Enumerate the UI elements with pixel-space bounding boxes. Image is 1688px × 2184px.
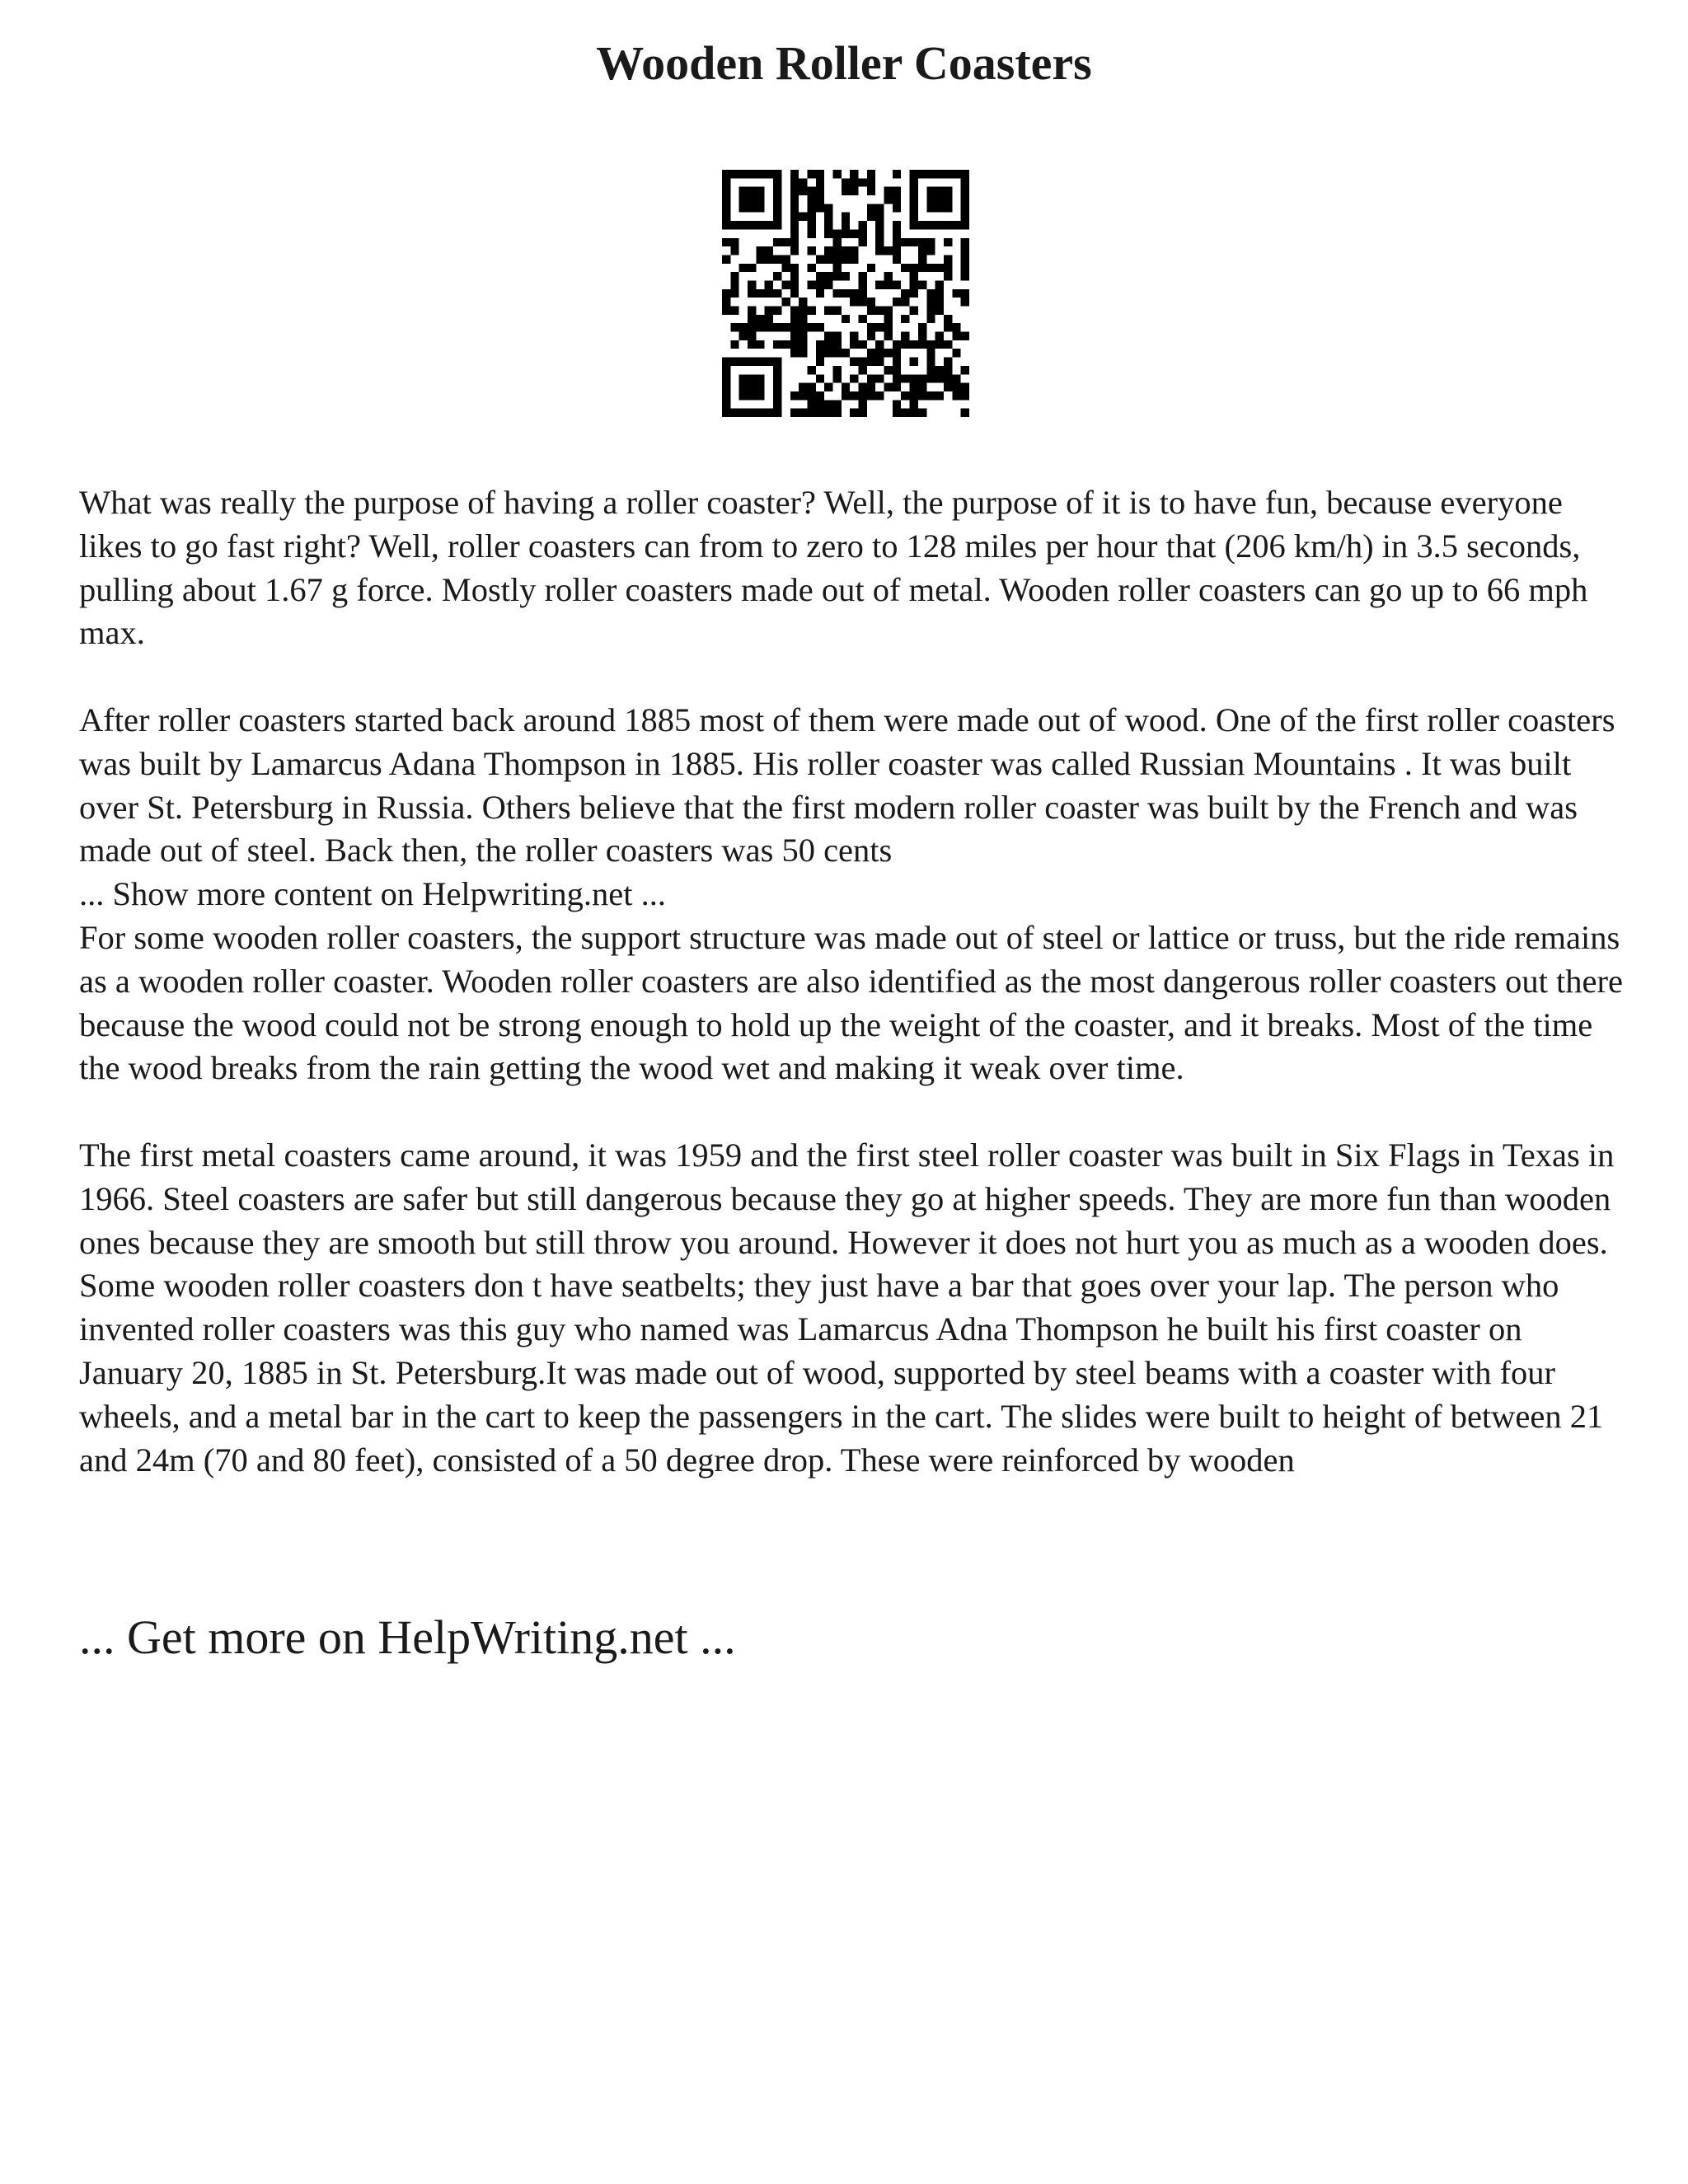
paragraph-3: For some wooden roller coasters, the support structure was made out of steel or lattice or truss, but the ride remains as a wooden roller coaster. Wooden roller coasters are also identified as the most dangerous roller coasters out there because the wood could not be strong enough to hold up the weight of the coaster, and it breaks. Most of the time the wood breaks from the rain getting the wood wet and making it weak over time. (79, 918, 1623, 1087)
qr-code-icon (722, 170, 969, 417)
paragraph-4: The first metal coasters came around, it was 1959 and the first steel roller coaster was built in Six Flags in Texas in 1966. Steel coasters are safer but still dangerous because they go at higher speeds. They are more fun than wooden ones because they are smooth but still throw you around. However it does not hurt you as much as a wooden does. Some wooden roller coasters don t have seatbelts; they just have a bar that goes over your lap. The person who invented roller coasters was this guy who named was Lamarcus Adna Thompson he built his first coaster on January 20, 1885 in St. Petersburg.It was made out of wood, supported by steel beams with a coaster with four wheels, and a metal bar in the cart to keep the passengers in the cart. The slides were built to height of between 21 and 24m (70 and 80 feet), consisted of a 50 degree drop. These were reinforced by wooden (79, 1136, 1615, 1479)
paragraph-gap (79, 655, 1629, 699)
page-title: Wooden Roller Coasters (596, 36, 1092, 90)
paragraph-gap (79, 1090, 1629, 1134)
article-body (79, 481, 1629, 1482)
paragraph-1: What was really the purpose of having a roller coaster? Well, the purpose of it is to have fun, because everyone likes to go fast right? Well, roller coasters can from to zero to 128 miles per hour that (206 km/h) in 3.5 seconds, pulling about 1.67 g force. Mostly roller coasters made out of metal. Wooden roller coasters can go up to 66 mph max. (79, 484, 1588, 652)
get-more-link[interactable]: ... Get more on HelpWriting.net ... (79, 1610, 736, 1664)
show-more-link[interactable]: ... Show more content on Helpwriting.net ... (79, 875, 667, 913)
paragraph-2: After roller coasters started back around 1885 most of them were made out of wood. One of the first roller coasters was built by Lamarcus Adana Thompson in 1885. His roller coaster was called Russian Mountains . It was built over St. Petersburg in Russia. Others believe that the first modern roller coaster was built by the French and was made out of steel. Back then, the roller coasters was 50 cents (79, 701, 1615, 869)
